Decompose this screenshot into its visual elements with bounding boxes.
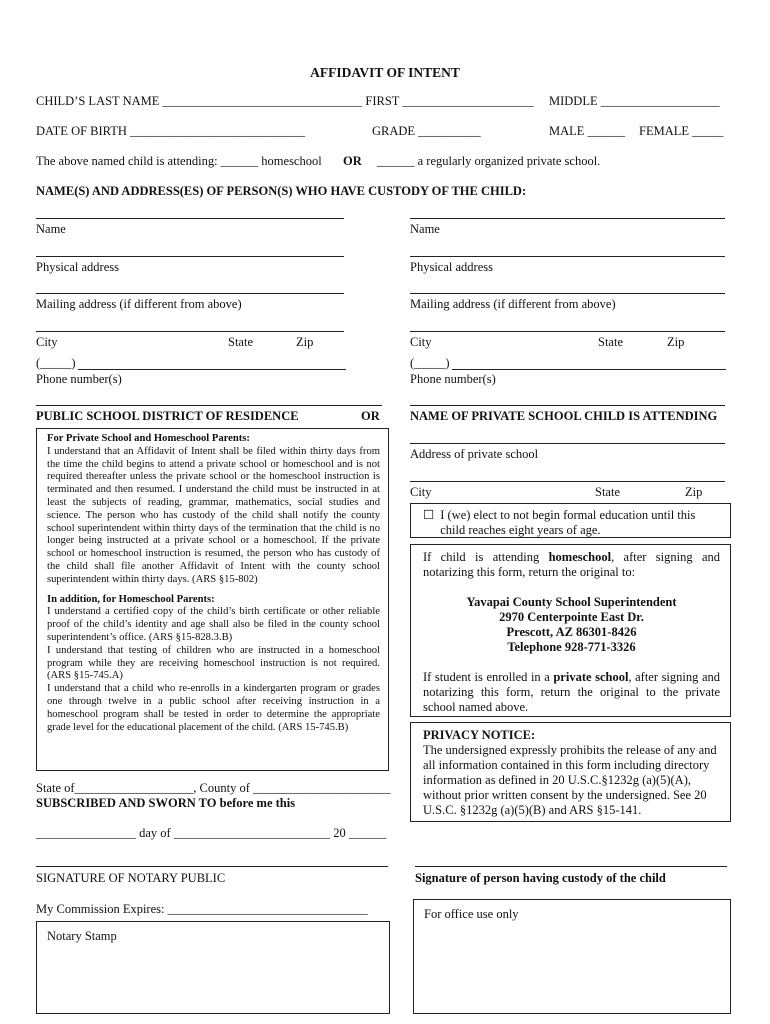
- privacy-text: The undersigned expressly prohibits the release of any and all information contained in this form including directory information as defined in 20 U.S.C.§1232g (a)(5)(A), without prior written consent by the undersigned. See 20 U.S.C. §1232g (a)(5)(B) and ARS §15-141.: [423, 743, 717, 817]
- custody1-city-label: City: [36, 335, 58, 349]
- custody2-physical-label: Physical address: [410, 260, 493, 274]
- custody1-mailing-label: Mailing address (if different from above): [36, 297, 242, 311]
- date-of-birth-field[interactable]: DATE OF BIRTH ____________________________: [36, 124, 306, 138]
- custody2-phone-area[interactable]: (_____): [410, 356, 450, 370]
- private-state-label: State: [595, 485, 620, 499]
- custody1-name-label: Name: [36, 222, 66, 236]
- superintendent-name: Yavapai County School Superintendent: [466, 595, 677, 609]
- custody2-phone-label: Phone number(s): [410, 372, 496, 386]
- statement-heading-homeschool: In addition, for Homeschool Parents:: [47, 593, 215, 605]
- state-county-field[interactable]: State of___________________, County of ______________________: [36, 781, 391, 795]
- private-zip-label: Zip: [685, 485, 703, 499]
- custody-signature-line[interactable]: [415, 866, 727, 867]
- custody1-phone-line[interactable]: [78, 369, 346, 370]
- statement-paragraph-3: I understand that testing of children who are instructed in a homeschool program while they are receiving homeschool instruction is not required. (ARS §15-745.A): [47, 644, 380, 682]
- statement-paragraph-2: I understand a certified copy of the child’s birth certificate or other reliable proof of the child’s identity and age shall also be filed in the county school superintendent’s office. (ARS §15-828.3.B): [47, 606, 380, 643]
- notary-stamp-box: [36, 921, 390, 1014]
- district-line[interactable]: [36, 405, 382, 406]
- privacy-heading: PRIVACY NOTICE:: [423, 728, 536, 742]
- custody2-city-label: City: [410, 335, 432, 349]
- office-use-label: For office use only: [424, 907, 519, 921]
- notary-signature-label: SIGNATURE OF NOTARY PUBLIC: [36, 871, 226, 885]
- first-name-field[interactable]: _ FIRST _____________________: [356, 94, 534, 108]
- custody2-physical-line[interactable]: [410, 256, 725, 257]
- private-school-name-line[interactable]: [410, 405, 725, 406]
- private-address-line[interactable]: [410, 443, 725, 444]
- custody1-phone-area[interactable]: (_____): [36, 356, 76, 370]
- notary-stamp-label: Notary Stamp: [47, 929, 117, 943]
- commission-expires-field[interactable]: My Commission Expires: ________________________________: [36, 902, 368, 916]
- subscribed-sworn-label: SUBSCRIBED AND SWORN TO before me this: [36, 796, 296, 810]
- custody2-zip-label: Zip: [667, 335, 685, 349]
- middle-name-field[interactable]: MIDDLE ___________________: [549, 94, 720, 108]
- page-title: AFFIDAVIT OF INTENT: [310, 65, 460, 80]
- privacy-notice-box: [410, 722, 731, 822]
- custody2-name-label: Name: [410, 222, 440, 236]
- custody1-physical-line[interactable]: [36, 256, 344, 257]
- custody1-phone-label: Phone number(s): [36, 372, 122, 386]
- male-field[interactable]: MALE ______: [549, 124, 626, 138]
- private-city-line[interactable]: [410, 481, 725, 482]
- custody1-mailing-line[interactable]: [36, 293, 344, 294]
- custody2-mailing-label: Mailing address (if different from above): [410, 297, 616, 311]
- superintendent-phone: Telephone 928-771-3326: [507, 640, 636, 654]
- custody2-phone-line[interactable]: [452, 369, 726, 370]
- attending-or-label: OR: [343, 154, 362, 168]
- private-return-text: If student is enrolled in a private school, after signing and notarizing this form, return the original to the private school named above.: [423, 670, 720, 714]
- statement-paragraph-1: I understand that an Affidavit of Intent shall be filed within thirty days from the time the child begins to attend a private school or homeschool and is not required thereafter unless the private school or the homeschool instruction is terminated and then resumed. I understand the child must be instructed in at least the subjects of reading, grammar, mathematics, social studies and science. The person who has custody of the child shall notify the county school superintendent within thirty days of the termination that the child is no longer being instructed at a private school or a homeschool. If the private school or homeschool instruction is resumed, the person who has custody of the child shall file another Affidavit of Intent with the county school superintendent within thirty days. (ARS §15-802): [47, 445, 380, 585]
- custody2-mailing-line[interactable]: [410, 293, 725, 294]
- elect-delay-box: [410, 503, 731, 538]
- district-heading: PUBLIC SCHOOL DISTRICT OF RESIDENCE: [36, 409, 299, 423]
- custody1-zip-label: Zip: [296, 335, 314, 349]
- custody1-state-label: State: [228, 335, 253, 349]
- custody2-city-line[interactable]: [410, 331, 725, 332]
- custody2-name-line[interactable]: [410, 218, 725, 219]
- private-school-heading: NAME OF PRIVATE SCHOOL CHILD IS ATTENDING: [410, 409, 718, 423]
- custody-signature-label: Signature of person having custody of the child: [415, 871, 666, 885]
- superintendent-street: 2970 Centerpointe East Dr.: [499, 610, 644, 624]
- private-school-attending-field[interactable]: ______ a regularly organized private school.: [377, 154, 601, 168]
- childs-last-name-field[interactable]: CHILD’S LAST NAME _______________________________: [36, 94, 357, 108]
- return-instructions-box: [410, 544, 731, 717]
- private-city-label: City: [410, 485, 432, 499]
- custody1-name-line[interactable]: [36, 218, 344, 219]
- homeschool-attending-field[interactable]: The above named child is attending: ______ homeschool: [36, 154, 322, 168]
- female-field[interactable]: FEMALE _____: [639, 124, 724, 138]
- custody-heading: NAME(S) AND ADDRESS(ES) OF PERSON(S) WHO HAVE CUSTODY OF THE CHILD:: [36, 184, 527, 198]
- statement-box: [36, 428, 389, 771]
- statement-paragraph-4: I understand that a child who re-enrolls in a kindergarten program or grades one through twelve in a public school after receiving instruction in a homeschool program shall be tested in order to determine the appropriate grade level for the educational placement of the child. (ARS 15-745.B): [47, 683, 380, 733]
- office-use-box: [413, 899, 731, 1014]
- grade-field[interactable]: GRADE __________: [372, 124, 481, 138]
- superintendent-city: Prescott, AZ 86301-8426: [506, 625, 637, 639]
- day-of-field[interactable]: ________________ day of _________________________ 20 ______: [36, 826, 387, 840]
- checkbox-icon[interactable]: ☐: [423, 508, 435, 522]
- custody2-state-label: State: [598, 335, 623, 349]
- private-address-label: Address of private school: [410, 447, 539, 461]
- district-or-label: OR: [361, 409, 380, 423]
- custody1-city-line[interactable]: [36, 331, 344, 332]
- notary-signature-line[interactable]: [36, 866, 388, 867]
- statement-heading-all: For Private School and Homeschool Parents:: [47, 433, 250, 444]
- elect-delay-text: I (we) elect to not begin formal education until this child reaches eight years of age.: [440, 508, 696, 537]
- custody1-physical-label: Physical address: [36, 260, 119, 274]
- homeschool-return-text: If child is attending homeschool, after signing and notarizing this form, return the original to:: [423, 550, 721, 579]
